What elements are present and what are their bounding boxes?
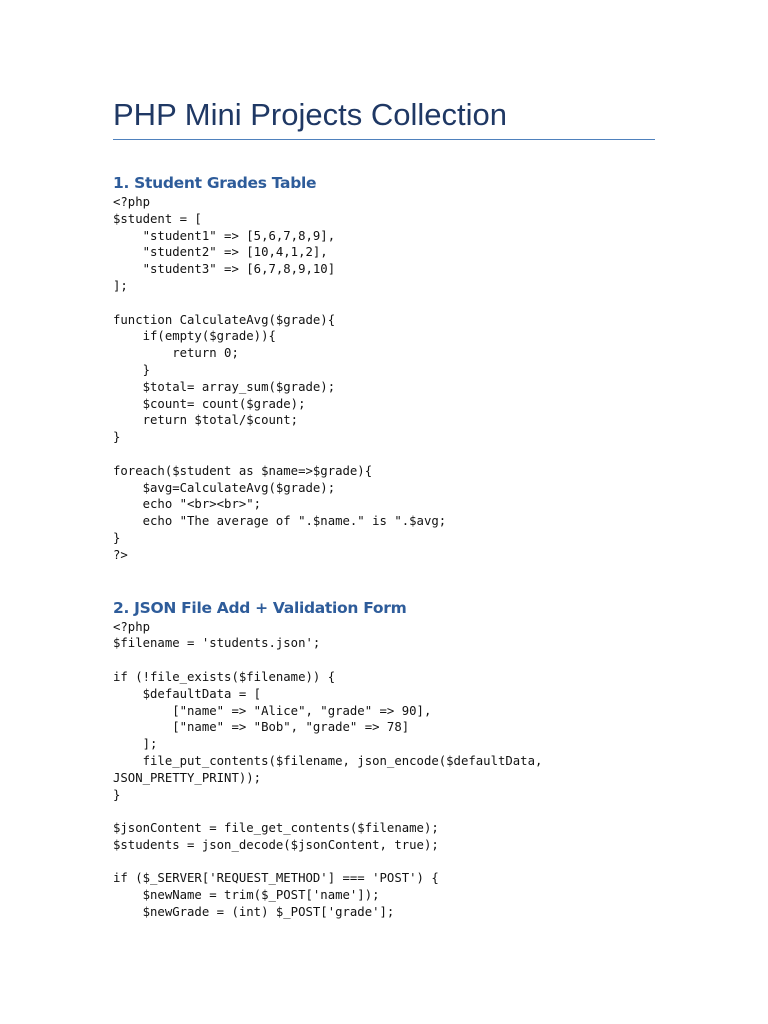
section-heading-student-grades: 1. Student Grades Table bbox=[113, 174, 317, 192]
page-title: PHP Mini Projects Collection bbox=[113, 96, 655, 140]
document-page bbox=[113, 96, 655, 921]
code-block-json-file-form: <?php $filename = 'students.json'; if (!file_exists($filename)) { $defaultData = [ ["name" => "Alice", "grade" => 90], ["name" => "Bob", "grade" => 78] ]; file_put_contents($filename, json_encode($defaultData, JSON_PRETTY_PRINT)); } $jsonContent = file_get_contents($filename); $students = json_decode($jsonContent, true); if ($_SERVER['REQUEST_METHOD'] === 'POST') { $newName = trim($_POST['name']); $newGrade = (int) $_POST['grade']; bbox=[113, 619, 543, 920]
code-block-student-grades: <?php $student = [ "student1" => [5,6,7,8,9], "student2" => [10,4,1,2], "student3" => [6,7,8,9,10] ]; function CalculateAvg($grade){ if(empty($grade)){ return 0; } $total= array_sum($grade); $count= count($grade); return $total/$count; } foreach($student as $name=>$grade){ $avg=CalculateAvg($grade); echo "<br><br>"; echo "The average of ".$name." is ".$avg; } ?> bbox=[113, 195, 447, 562]
section-heading-json-file-form: 2. JSON File Add + Validation Form bbox=[113, 598, 407, 617]
